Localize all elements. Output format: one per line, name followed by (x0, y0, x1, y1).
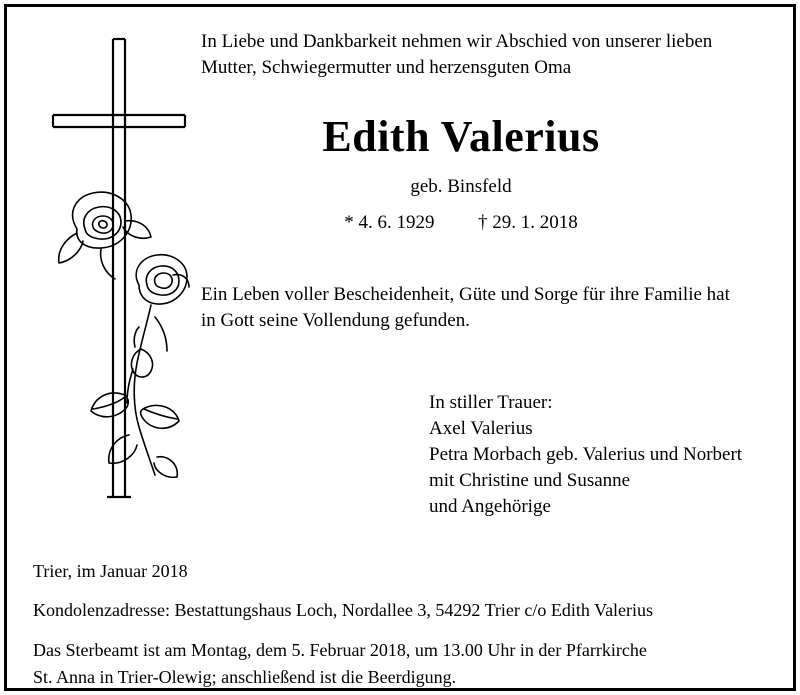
funeral-line-1: Das Sterbeamt ist am Montag, dem 5. Februar 2018, um 13.00 Uhr in der Pfarrkirche (33, 640, 647, 660)
verse-line-1: Ein Leben voller Bescheidenheit, Güte und Sorge für ihre Familie hat (201, 284, 730, 305)
place-and-date: Trier, im Januar 2018 (33, 561, 188, 581)
maiden-name: geb. Binsfeld (410, 176, 512, 197)
obituary-text-column (201, 29, 781, 520)
intro-text (201, 29, 781, 81)
birth-date: * 4. 6. 1929 (344, 212, 435, 233)
obituary-frame (4, 4, 796, 691)
mourners-line-2: Axel Valerius (429, 418, 533, 439)
mourners-block (201, 390, 781, 520)
cross-with-roses-icon (21, 17, 201, 527)
death-date: † 29. 1. 2018 (478, 212, 578, 233)
funeral-service-info (33, 637, 773, 691)
obituary-lower-section (33, 559, 773, 691)
intro-line-2: Mutter, Schwiegermutter und herzensguten Oma (201, 57, 572, 78)
funeral-line-2: St. Anna in Trier-Olewig; anschließend ist die Beerdigung. (33, 667, 457, 687)
mourners-line-1: In stiller Trauer: (429, 392, 553, 413)
memorial-verse (201, 282, 781, 334)
condolence-address: Kondolenzadresse: Bestattungshaus Loch, Nordallee 3, 54292 Trier c/o Edith Valerius (33, 600, 654, 620)
life-dates (201, 212, 781, 234)
intro-line-1: In Liebe und Dankbarkeit nehmen wir Abschied von unserer lieben (201, 31, 713, 52)
mourners-line-3: Petra Morbach geb. Valerius und Norbert (429, 444, 743, 465)
deceased-name: Edith Valerius (322, 112, 600, 161)
obituary-upper-section (7, 7, 793, 537)
mourners-line-4: mit Christine und Susanne (429, 470, 631, 491)
mourners-line-5: und Angehörige (429, 496, 551, 517)
verse-line-2: in Gott seine Vollendung gefunden. (201, 310, 470, 331)
